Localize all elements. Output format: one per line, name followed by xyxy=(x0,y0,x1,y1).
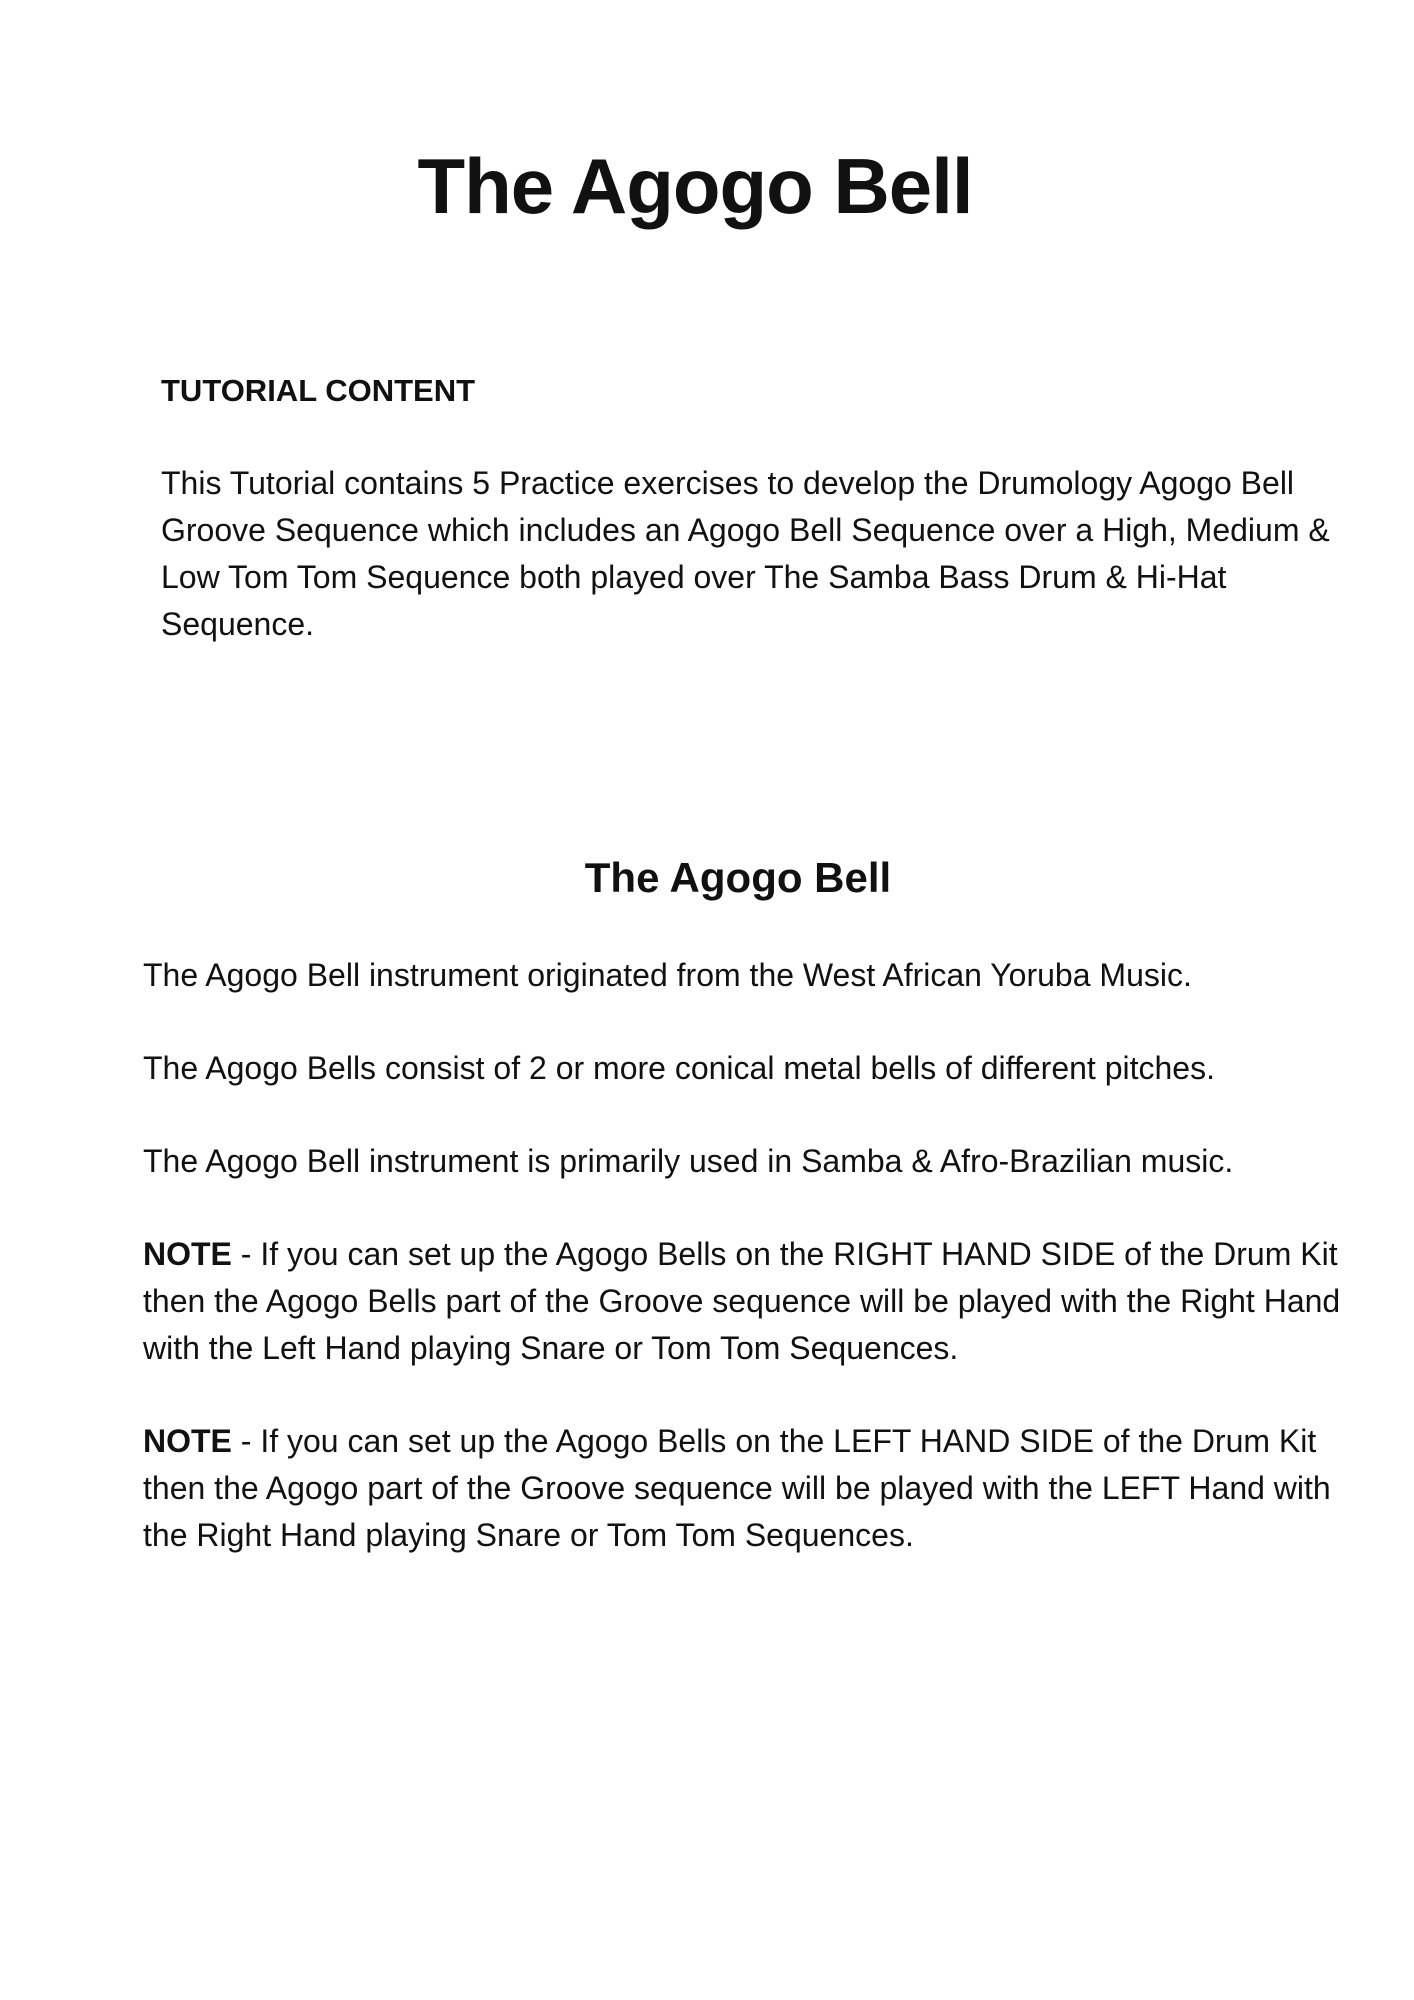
note-label: NOTE xyxy=(143,1423,232,1459)
note-label: NOTE xyxy=(143,1236,232,1272)
paragraph-usage: The Agogo Bell instrument is primarily used in Samba & Afro-Brazilian music. xyxy=(143,1143,1234,1179)
note-right-hand xyxy=(143,1231,1343,1372)
section-title: The Agogo Bell xyxy=(584,854,892,901)
note-text: - If you can set up the Agogo Bells on the LEFT HAND SIDE of the Drum Kit then the Agogo part of the Groove sequence will be played with the LEFT Hand with the Right Hand playing Snare or Tom Tom Sequences. xyxy=(143,1423,1331,1553)
tutorial-content-section xyxy=(161,370,1341,648)
page-title: The Agogo Bell xyxy=(417,142,973,230)
paragraph-origin: The Agogo Bell instrument originated from the West African Yoruba Music. xyxy=(143,957,1192,993)
paragraph-construction: The Agogo Bells consist of 2 or more conical metal bells of different pitches. xyxy=(143,1050,1215,1086)
note-left-hand xyxy=(143,1418,1343,1559)
tutorial-heading: TUTORIAL CONTENT xyxy=(161,373,476,408)
tutorial-description: This Tutorial contains 5 Practice exercises to develop the Drumology Agogo Bell Groove Sequence which includes an Agogo Bell Sequence over a High, Medium & Low Tom Tom Sequence both played over The Samba Bass Drum & Hi-Hat Sequence. xyxy=(161,465,1330,642)
section-body xyxy=(143,952,1343,1605)
note-text: - If you can set up the Agogo Bells on the RIGHT HAND SIDE of the Drum Kit then the Agogo Bells part of the Groove sequence will be played with the Right Hand with the Left Hand playing Snare or Tom Tom Sequences. xyxy=(143,1236,1341,1366)
